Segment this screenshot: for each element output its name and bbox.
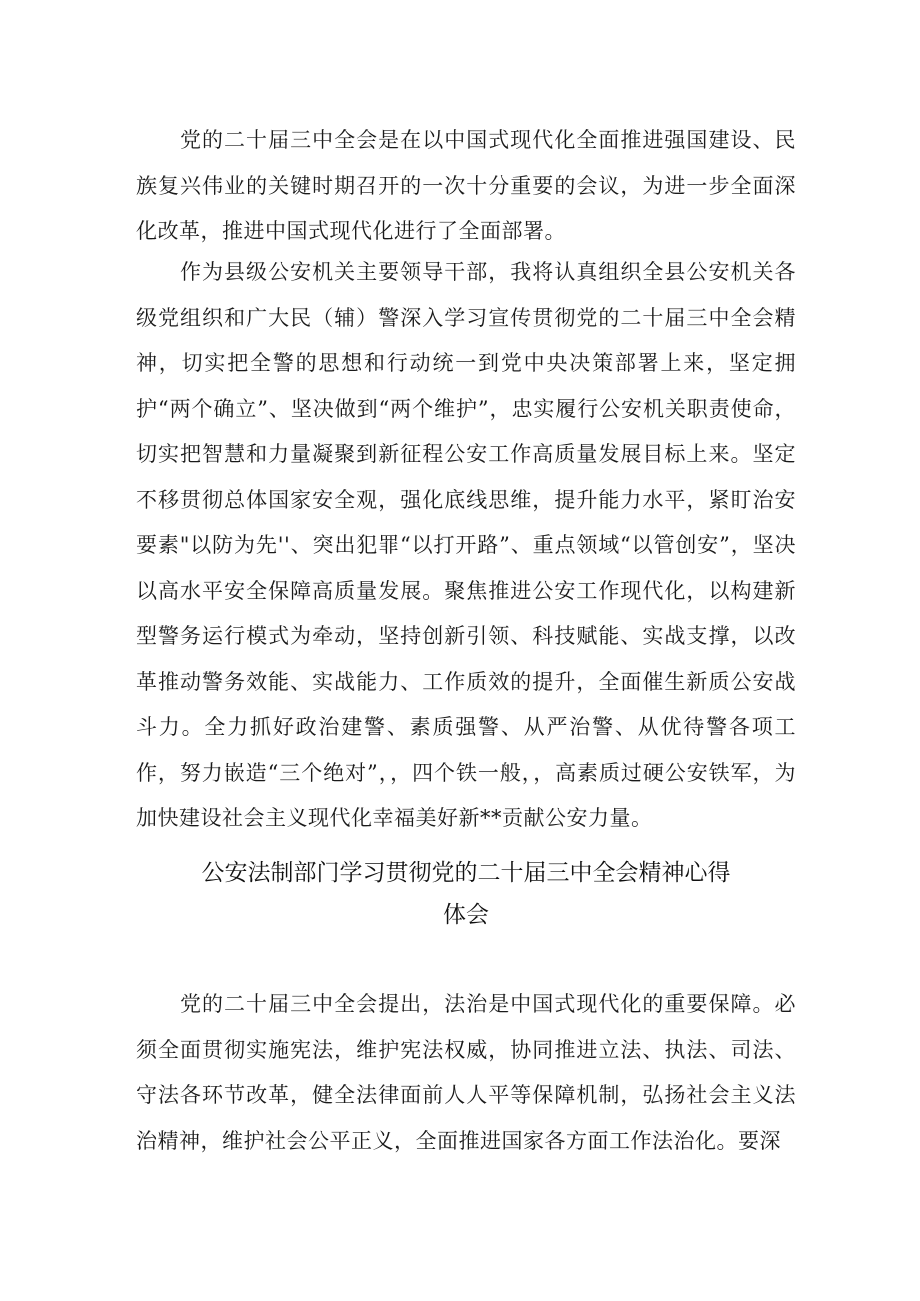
article-title-line-1: 公安法制部门学习贯彻党的二十届三中全会精神心得 <box>201 860 731 886</box>
paragraph-rule-of-law: 党的二十届三中全会提出，法治是中国式现代化的重要保障。必须全面贯彻实施宪法，维护宪法权威，协同推进立法、执法、司法、守法各环节改革，健全法律面前人人平等保障机制，弘扬社会主义法治精神，维护社会公平正义，全面推进国家各方面工作法治化。要深 <box>136 992 796 1153</box>
article-title-line-2: 体会 <box>443 902 489 928</box>
paragraph-commitment: 作为县级公安机关主要领导干部，我将认真组织全县公安机关各级党组织和广大民（辅）警深入学习宣传贯彻党的二十届三中全会精神，切实把全警的思想和行动统一到党中央决策部署上来，坚定拥护“两个确立”、坚决做到“两个维护”，忠实履行公安机关职责使命，切实把智慧和力量凝聚到新征程公安工作高质量发展目标上来。坚定不移贯彻总体国家安全观，强化底线思维，提升能力水平，紧盯治安要素"以防为先''、突出犯罪“以打开路”、重点领域“以管创安”，坚决以高水平安全保障高质量发展。聚焦推进公安工作现代化，以构建新型警务运行模式为牵动，坚持创新引领、科技赋能、实战支撑，以改革推动警务效能、实战能力、工作质效的提升，全面催生新质公安战斗力。全力抓好政治建警、素质强警、从严治警、从优待警各项工作，努力嵌造“三个绝对”，，四个铁一般，，高素质过硬公安铁军，为加快建设社会主义现代化幸福美好新**贡献公安力量。 <box>136 260 796 830</box>
paragraph-opening: 党的二十届三中全会是在以中国式现代化全面推进强国建设、民族复兴伟业的关键时期召开的一次十分重要的会议，为进一步全面深化改革，推进中国式现代化进行了全面部署。 <box>136 128 796 243</box>
article-title <box>136 852 796 936</box>
